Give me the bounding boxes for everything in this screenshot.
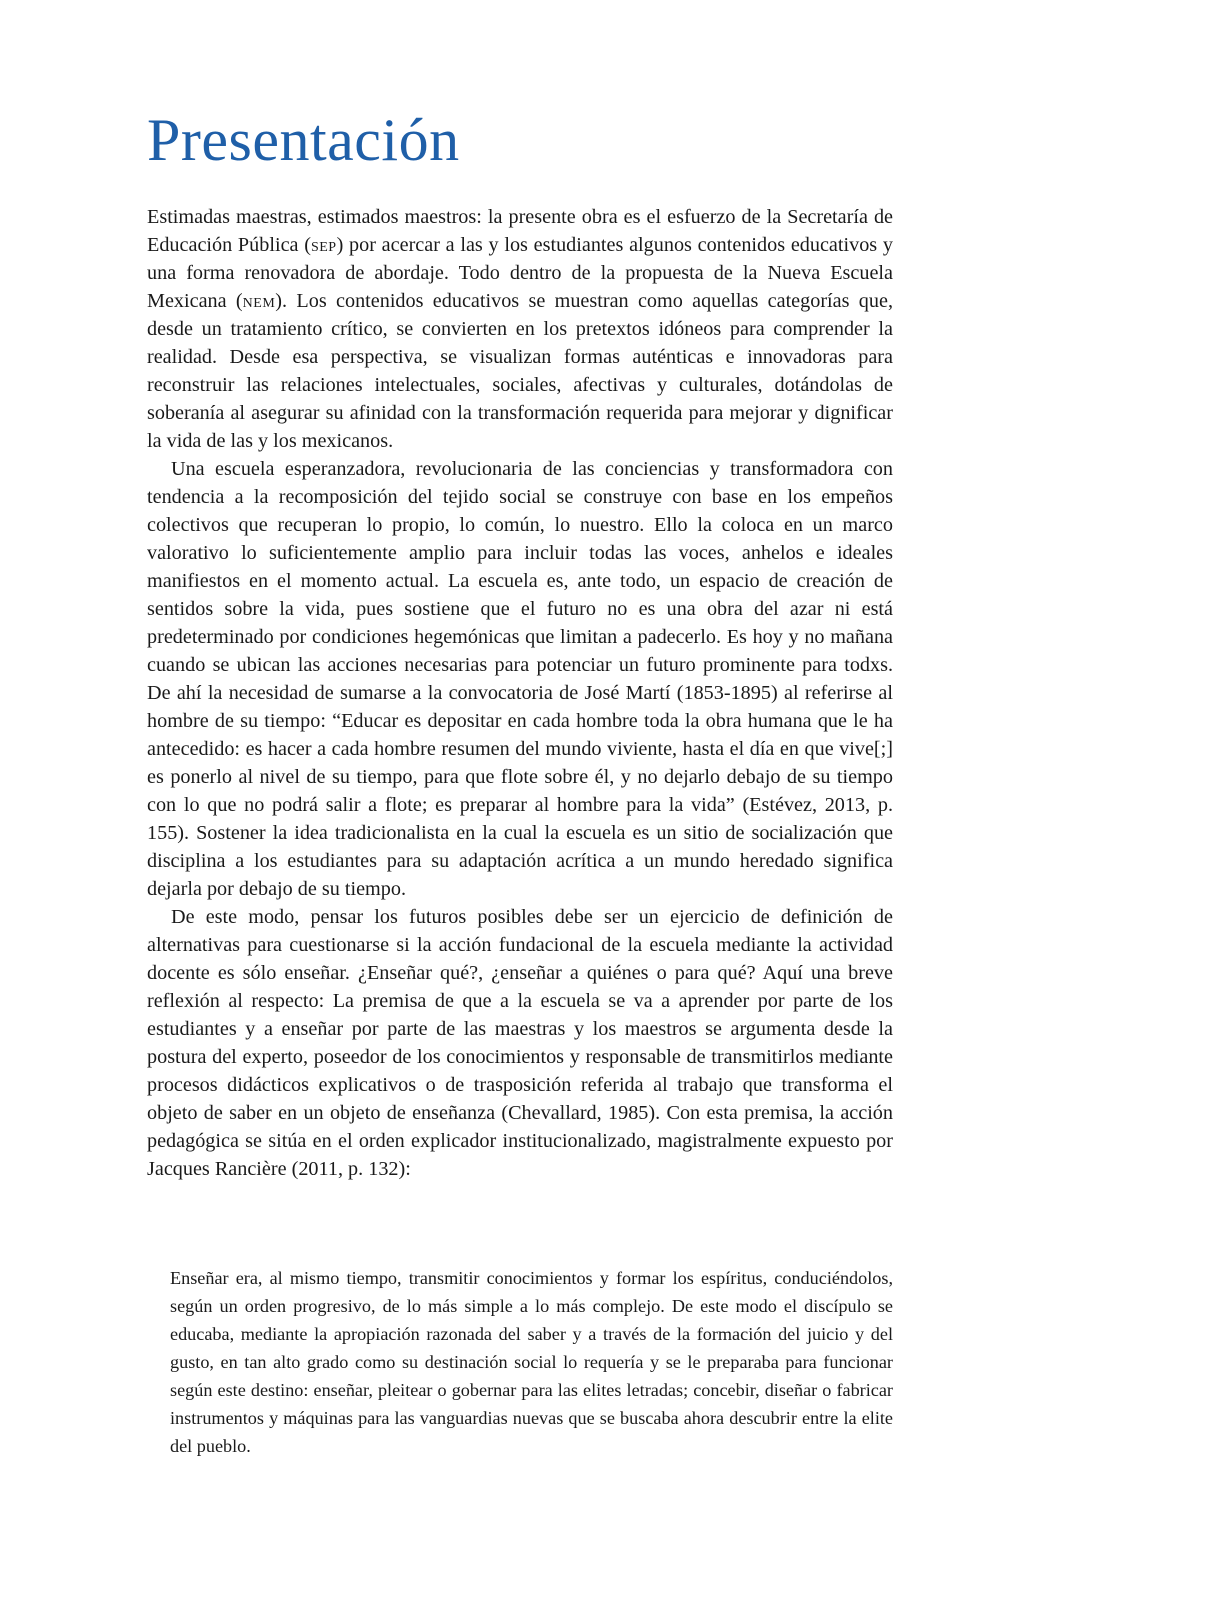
page-title: Presentación (147, 107, 460, 173)
abbreviation-sep: sep (310, 234, 337, 256)
abbreviation-nem: nem (242, 290, 276, 312)
body-text (147, 203, 893, 1183)
paragraph-2: Una escuela esperanzadora, revolucionaria de las conciencias y transformadora con tendencia a la recomposición del tejido social se construye con base en los empeños colectivos que recuperan lo propio, lo común, lo nuestro. Ello la coloca en un marco valorativo lo suficientemente amplio para incluir todas las voces, anhelos e ideales manifiestos en el momento actual. La escuela es, ante todo, un espacio de creación de sentidos sobre la vida, pues sostiene que el futuro no es una obra del azar ni está predeterminado por condiciones hegemónicas que limitan a padecerlo. Es hoy y no mañana cuando se ubican las acciones necesarias para potenciar un futuro prominente para todxs. De ahí la necesidad de sumarse a la convocatoria de José Martí (1853-1895) al referirse al hombre de su tiempo: “Educar es depositar en cada hombre toda la obra humana que le ha antecedido: es hacer a cada hombre resumen del mundo viviente, hasta el día en que vive[;] es ponerlo al nivel de su tiempo, para que flote sobre él, y no dejarlo debajo de su tiempo con lo que no podrá salir a flote; es preparar al hombre para la vida” (Estévez, 2013, p. 155). Sostener la idea tradicionalista en la cual la escuela es un sitio de socialización que disciplina a los estudiantes para su adaptación acrítica a un mundo heredado significa dejarla por debajo de su tiempo. (147, 458, 893, 900)
paragraph-1-part-2: ) por acercar a las y los estudiantes algunos contenidos educativos y una forma renovadora de abordaje. Todo dentro de la propuesta de la Nueva Escuela Mexicana ( (147, 234, 893, 312)
paragraph-1 (147, 203, 893, 455)
paragraph-3: De este modo, pensar los futuros posibles debe ser un ejercicio de definición de alternativas para cuestionarse si la acción fundacional de la escuela mediante la actividad docente es sólo enseñar. ¿Enseñar qué?, ¿enseñar a quiénes o para qué? Aquí una breve reflexión al respecto: La premisa de que a la escuela se va a aprender por parte de los estudiantes y a enseñar por parte de las maestras y los maestros se argumenta desde la postura del experto, poseedor de los conocimientos y responsable de transmitirlos mediante procesos didácticos explicativos o de trasposición referida al trabajo que transforma el objeto de saber en un objeto de enseñanza (Chevallard, 1985). Con esta premisa, la acción pedagógica se sitúa en el orden explicador institucionalizado, magistralmente expuesto por Jacques Rancière (2011, p. 132): (147, 906, 893, 1180)
paragraph-1-part-3: ). Los contenidos educativos se muestran como aquellas categorías que, desde un tratamiento crítico, se convierten en los pretextos idóneos para comprender la realidad. Desde esa perspectiva, se visualizan formas auténticas e innovadoras para reconstruir las relaciones intelectuales, sociales, afectivas y culturales, dotándolas de soberanía al asegurar su afinidad con la transformación requerida para mejorar y dignificar la vida de las y los mexicanos. (147, 290, 894, 452)
block-quote: Enseñar era, al mismo tiempo, transmitir conocimientos y formar los espíritus, conduciéndolos, según un orden progresivo, de lo más simple a lo más complejo. De este modo el discípulo se educaba, mediante la apropiación razonada del saber y a través de la formación del juicio y del gusto, en tan alto grado como su destinación social lo requería y se le preparaba para funcionar según este destino: enseñar, pleitear o gobernar para las elites letradas; concebir, diseñar o fabricar instrumentos y máquinas para las vanguardias nuevas que se buscaba ahora descubrir entre la elite del pueblo. (170, 1268, 893, 1456)
paragraph-1-part-1: Estimadas maestras, estimados maestros: la presente obra es el esfuerzo de la Secretaría de Educación Pública ( (147, 206, 893, 256)
